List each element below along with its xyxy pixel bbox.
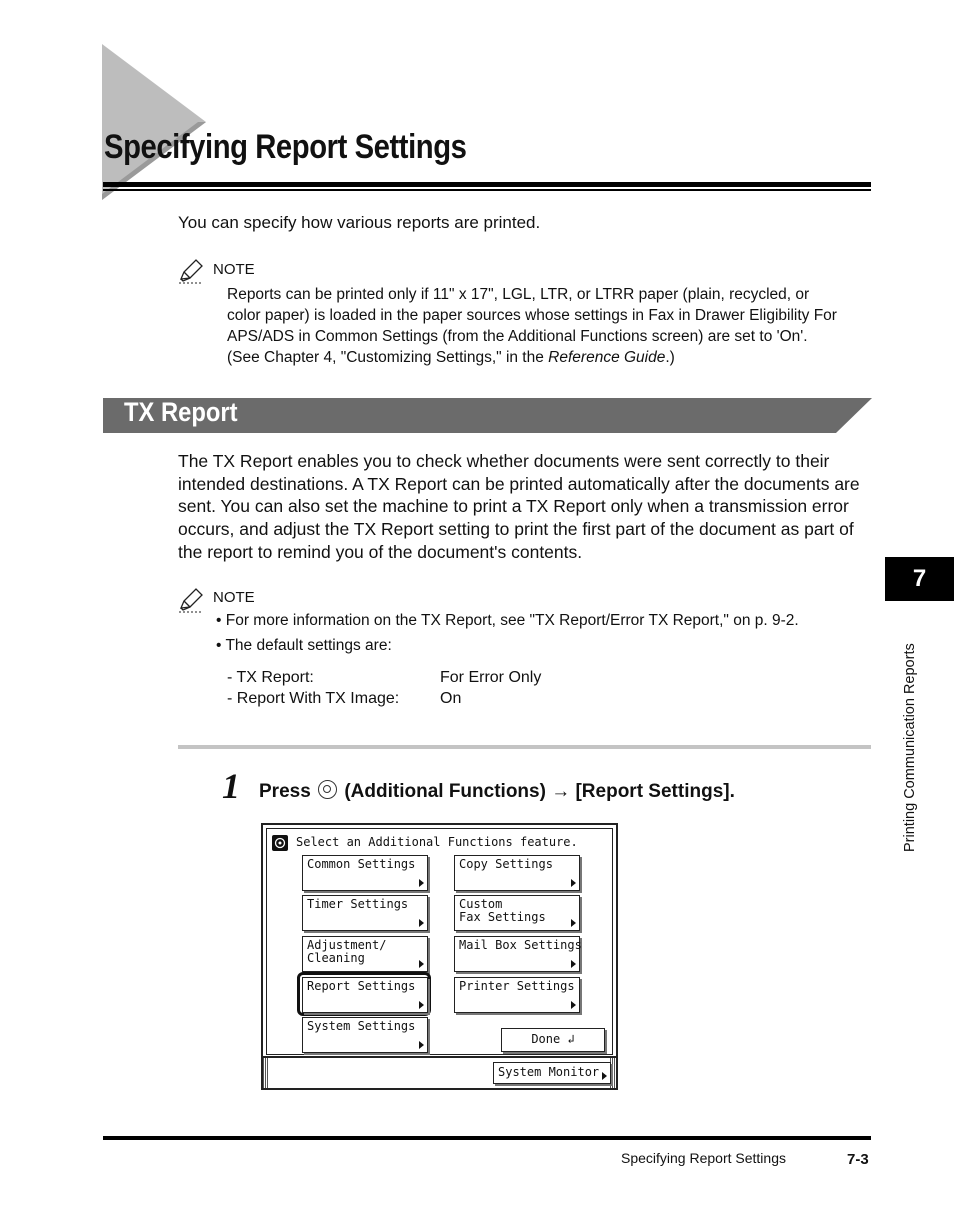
default-setting-value: On: [440, 690, 462, 707]
common-settings-button[interactable]: Common Settings: [302, 855, 428, 891]
done-button[interactable]: Done ↲: [501, 1028, 605, 1052]
title-rule-thin: [103, 189, 871, 191]
control-panel-screen: [261, 823, 618, 1090]
arrow-right-icon: [571, 960, 576, 968]
page-number: 7-3: [847, 1151, 869, 1168]
step-number: 1: [222, 766, 240, 806]
custom-fax-settings-button[interactable]: Custom Fax Settings: [454, 895, 580, 931]
additional-functions-icon: [318, 780, 337, 799]
note-line: APS/ADS in Common Settings (from the Additional Functions screen) are set to 'On'.: [227, 328, 808, 345]
arrow-right-icon: [419, 1001, 424, 1009]
arrow-right-icon: [571, 1001, 576, 1009]
footer-section-name: Specifying Report Settings: [621, 1150, 786, 1166]
additional-functions-icon: [272, 835, 288, 851]
adjustment-cleaning-button[interactable]: Adjustment/ Cleaning: [302, 936, 428, 972]
status-bar: [263, 1056, 616, 1088]
default-setting-name: - Report With TX Image:: [227, 690, 400, 707]
page-title: Specifying Report Settings: [104, 128, 467, 166]
screen-header-text: Select an Additional Functions feature.: [296, 835, 578, 849]
screen-main-area: [266, 828, 613, 1055]
note-bullet: • The default settings are:: [216, 637, 392, 654]
header-triangle-decoration: [102, 44, 212, 200]
system-monitor-button[interactable]: System Monitor: [493, 1062, 611, 1084]
timer-settings-button[interactable]: Timer Settings: [302, 895, 428, 931]
return-icon: ↲: [567, 1032, 575, 1046]
mail-box-settings-button[interactable]: Mail Box Settings: [454, 936, 580, 972]
chapter-tab-label: Printing Communication Reports: [902, 643, 918, 852]
system-settings-button[interactable]: System Settings: [302, 1017, 428, 1053]
book-title: Reference Guide: [548, 349, 666, 366]
note-bullet: • For more information on the TX Report, see "TX Report/Error TX Report," on p. 9-2.: [216, 612, 799, 629]
arrow-right-icon: [419, 879, 424, 887]
section-title: TX Report: [124, 397, 238, 427]
intro-text: You can specify how various reports are printed.: [178, 213, 541, 232]
arrow-right-icon: [571, 919, 576, 927]
default-setting-name: - TX Report:: [227, 669, 314, 686]
note-body: [227, 284, 877, 368]
step-instruction: Press (Additional Functions) → [Report Settings].: [259, 781, 735, 802]
section-paragraph: The TX Report enables you to check whether documents were sent correctly to their intended destinations. A TX Report can be printed automatically after the documents are sent. You can also set the machine to print a TX Report only when a transmission error occurs, and adjust the TX Report setting to print the first part of the document as part of the report to remind you of the document's contents.: [178, 451, 860, 562]
arrow-right-icon: [602, 1072, 607, 1080]
copy-settings-button[interactable]: Copy Settings: [454, 855, 580, 891]
arrow-right-icon: [571, 879, 576, 887]
note-line: color paper) is loaded in the paper sources whose settings in Fax in Drawer Eligibility For: [227, 307, 837, 324]
footer-rule: [103, 1136, 871, 1140]
report-settings-button[interactable]: Report Settings: [302, 977, 428, 1013]
default-setting-value: For Error Only: [440, 669, 542, 686]
note-line: Reports can be printed only if 11" x 17", LGL, LTR, or LTRR paper (plain, recycled, or: [227, 286, 810, 303]
arrow-right-icon: [419, 1041, 424, 1049]
pencil-note-icon: [178, 587, 204, 613]
arrow-right-icon: [419, 960, 424, 968]
note-line: (See Chapter 4, "Customizing Settings," in the Reference Guide.): [227, 349, 675, 366]
pencil-note-icon: [178, 258, 204, 284]
arrow-right-icon: [419, 919, 424, 927]
step-divider: [178, 745, 871, 749]
note-label: NOTE: [213, 261, 255, 278]
title-rule: [103, 182, 871, 187]
status-bar-hatch: [263, 1058, 269, 1088]
chapter-tab: 7: [885, 557, 954, 601]
printer-settings-button[interactable]: Printer Settings: [454, 977, 580, 1013]
note-label: NOTE: [213, 589, 255, 606]
